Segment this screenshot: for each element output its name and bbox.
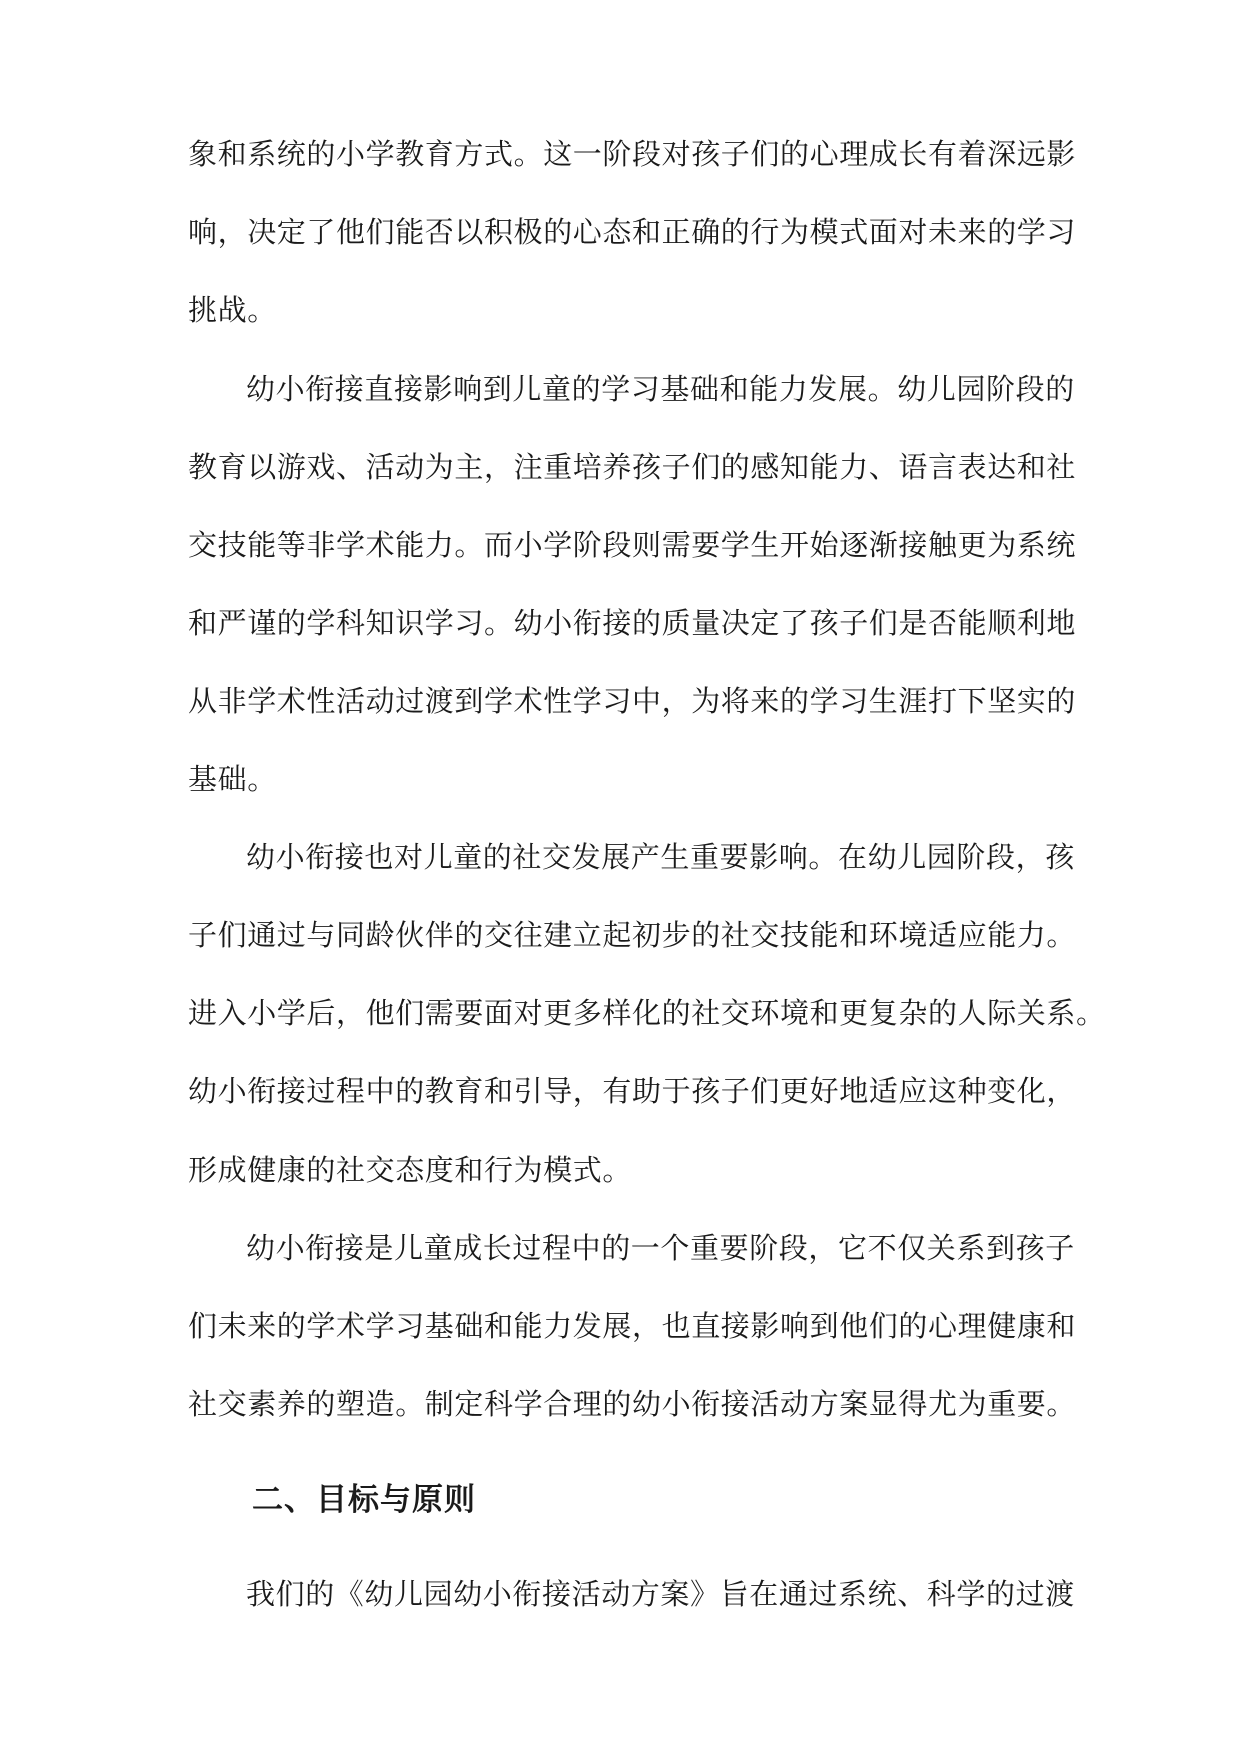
text-line: 和严谨的学科知识学习。幼小衔接的质量决定了孩子们是否能顺利地 [188, 606, 1077, 640]
paragraph-start-line: 我们的《幼儿园幼小衔接活动方案》旨在通过系统、科学的过渡 [246, 1577, 1075, 1611]
text-line: 形成健康的社交态度和行为模式。 [188, 1153, 633, 1187]
text-line: 进入小学后，他们需要面对更多样化的社交环境和更复杂的人际关系。 [188, 996, 1106, 1030]
paragraph-start-line: 幼小衔接是儿童成长过程中的一个重要阶段，它不仅关系到孩子 [246, 1231, 1075, 1265]
text-line: 交技能等非学术能力。而小学阶段则需要学生开始逐渐接触更为系统 [188, 528, 1077, 562]
text-line: 响，决定了他们能否以积极的心态和正确的行为模式面对未来的学习 [188, 215, 1077, 249]
text-line: 象和系统的小学教育方式。这一阶段对孩子们的心理成长有着深远影 [188, 137, 1077, 171]
text-line: 子们通过与同龄伙伴的交往建立起初步的社交技能和环境适应能力。 [188, 918, 1077, 952]
text-line: 们未来的学术学习基础和能力发展，也直接影响到他们的心理健康和 [188, 1309, 1077, 1343]
section-heading: 二、目标与原则 [252, 1482, 476, 1518]
text-line: 挑战。 [188, 293, 277, 327]
text-line: 幼小衔接过程中的教育和引导，有助于孩子们更好地适应这种变化， [188, 1074, 1077, 1108]
text-line: 基础。 [188, 762, 277, 796]
text-line: 社交素养的塑造。制定科学合理的幼小衔接活动方案显得尤为重要。 [188, 1387, 1077, 1421]
paragraph-start-line: 幼小衔接直接影响到儿童的学习基础和能力发展。幼儿园阶段的 [246, 372, 1075, 406]
text-line: 教育以游戏、活动为主，注重培养孩子们的感知能力、语言表达和社 [188, 450, 1077, 484]
paragraph-start-line: 幼小衔接也对儿童的社交发展产生重要影响。在幼儿园阶段，孩 [246, 840, 1075, 874]
text-line: 从非学术性活动过渡到学术性学习中，为将来的学习生涯打下坚实的 [188, 684, 1077, 718]
